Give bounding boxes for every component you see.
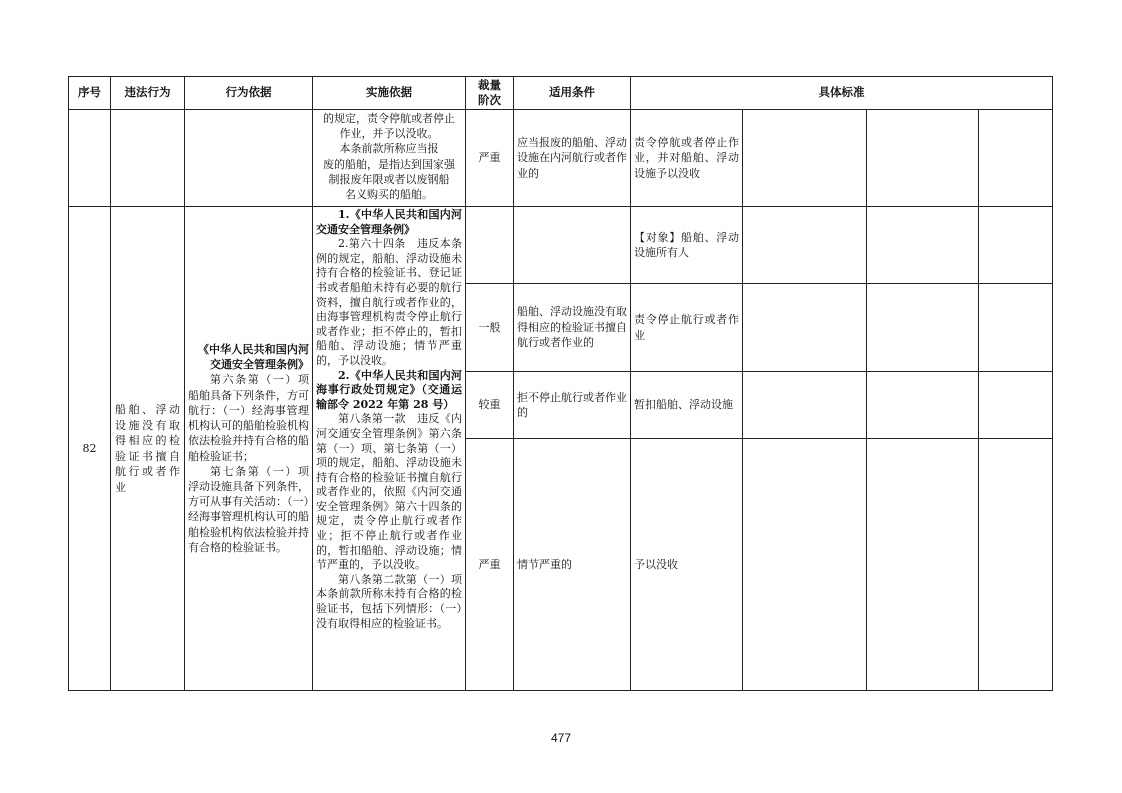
cell-empty <box>867 110 979 207</box>
cell-empty <box>979 110 1053 207</box>
cell-basis: 《中华人民共和国内河交通安全管理条例》 第六条第（一）项 船舶具备下列条件，方可航行：（一）经海事管理机构认可的船舶检验机构依法检验并持有合格的船舶检验证书； 第七条第（一）项 浮动设施具备下列条件，方可从事有关活动：（一）经海事管理机构认可的船舶检验机构依法检验并持有合格的检验证书。 <box>185 207 313 691</box>
cell-empty <box>867 372 979 439</box>
header-implementation: 实施依据 <box>313 77 466 110</box>
cell-empty <box>69 110 111 207</box>
cell-implementation-cont: 的规定，责令停航或者停止 作业，并予以没收。 本条前款所称应当报 废的船舶，是指达到国家强 制报废年限或者以废钢船 名义购买的船舶。 <box>313 110 466 207</box>
table-header-row <box>69 77 1053 110</box>
cell-condition <box>514 207 631 284</box>
header-condition: 适用条件 <box>514 77 631 110</box>
cell-condition: 拒不停止航行或者作业的 <box>514 372 631 439</box>
cell-level: 一般 <box>466 284 514 372</box>
cell-empty <box>743 110 867 207</box>
cell-condition: 船舶、浮动设施没有取得相应的检验证书擅自航行或者作业的 <box>514 284 631 372</box>
cell-row-number: 82 <box>69 207 111 691</box>
cell-empty <box>111 110 185 207</box>
cell-empty <box>867 439 979 691</box>
cell-level: 较重 <box>466 372 514 439</box>
cell-level <box>466 207 514 284</box>
table-row-82-a <box>69 207 1053 284</box>
cell-violation: 船舶、浮动设施没有取得相应的检验证书擅自航行或者作业 <box>111 207 185 691</box>
cell-standard: 责令停航或者停止作业，并对船舶、浮动设施予以没收 <box>631 110 743 207</box>
cell-empty <box>743 372 867 439</box>
cell-empty <box>185 110 313 207</box>
cell-empty <box>743 439 867 691</box>
cell-level: 严重 <box>466 110 514 207</box>
penalty-standard-table <box>68 76 1053 691</box>
header-no: 序号 <box>69 77 111 110</box>
cell-empty <box>979 439 1053 691</box>
cell-empty <box>979 207 1053 284</box>
cell-standard: 暂扣船舶、浮动设施 <box>631 372 743 439</box>
cell-standard: 予以没收 <box>631 439 743 691</box>
table-row-continuation <box>69 110 1053 207</box>
cell-empty <box>743 207 867 284</box>
cell-standard: 责令停止航行或者作业 <box>631 284 743 372</box>
cell-empty <box>867 284 979 372</box>
cell-standard: 【对象】船舶、浮动设施所有人 <box>631 207 743 284</box>
cell-condition: 应当报废的船舶、浮动设施在内河航行或者作业的 <box>514 110 631 207</box>
header-standard: 具体标准 <box>631 77 1053 110</box>
header-basis: 行为依据 <box>185 77 313 110</box>
cell-level: 严重 <box>466 439 514 691</box>
page-number: 477 <box>550 731 572 745</box>
cell-empty <box>979 372 1053 439</box>
header-violation: 违法行为 <box>111 77 185 110</box>
cell-condition: 情节严重的 <box>514 439 631 691</box>
cell-empty <box>867 207 979 284</box>
cell-implementation: 1.《中华人民共和国内河交通安全管理条例》 2.第六十四条 违反本条例的规定，船舶、浮动设施未持有合格的检验证书、登记证书或者船舶未持有必要的航行资料，擅自航行或者作业的，由海事管理机构责令停止航行或者作业；拒不停止的，暂扣船舶、浮动设施；情节严重的，予以没收。 2.《中华人民共和国内河海事行政处罚规定》（交通运输部令 2022 年第 28 号） 第八条第一款 违反《内河交通安全管理条例》第六条第（一）项、第七条第（一）项的规定，船舶、浮动设施未持有合格的检验证书擅自航行或者作业的，依照《内河交通安全管理条例》第六十四条的规定，责令停止航行或者作业；拒不停止航行或者作业的，暂扣船舶、浮动设施；情节严重的，予以没收。 第八条第二款第（一）项 本条前款所称未持有合格的检验证书，包括下列情形：（一）没有取得相应的检验证书。 <box>313 207 466 691</box>
cell-empty <box>743 284 867 372</box>
cell-empty <box>979 284 1053 372</box>
header-level: 裁量 阶次 <box>466 77 514 110</box>
